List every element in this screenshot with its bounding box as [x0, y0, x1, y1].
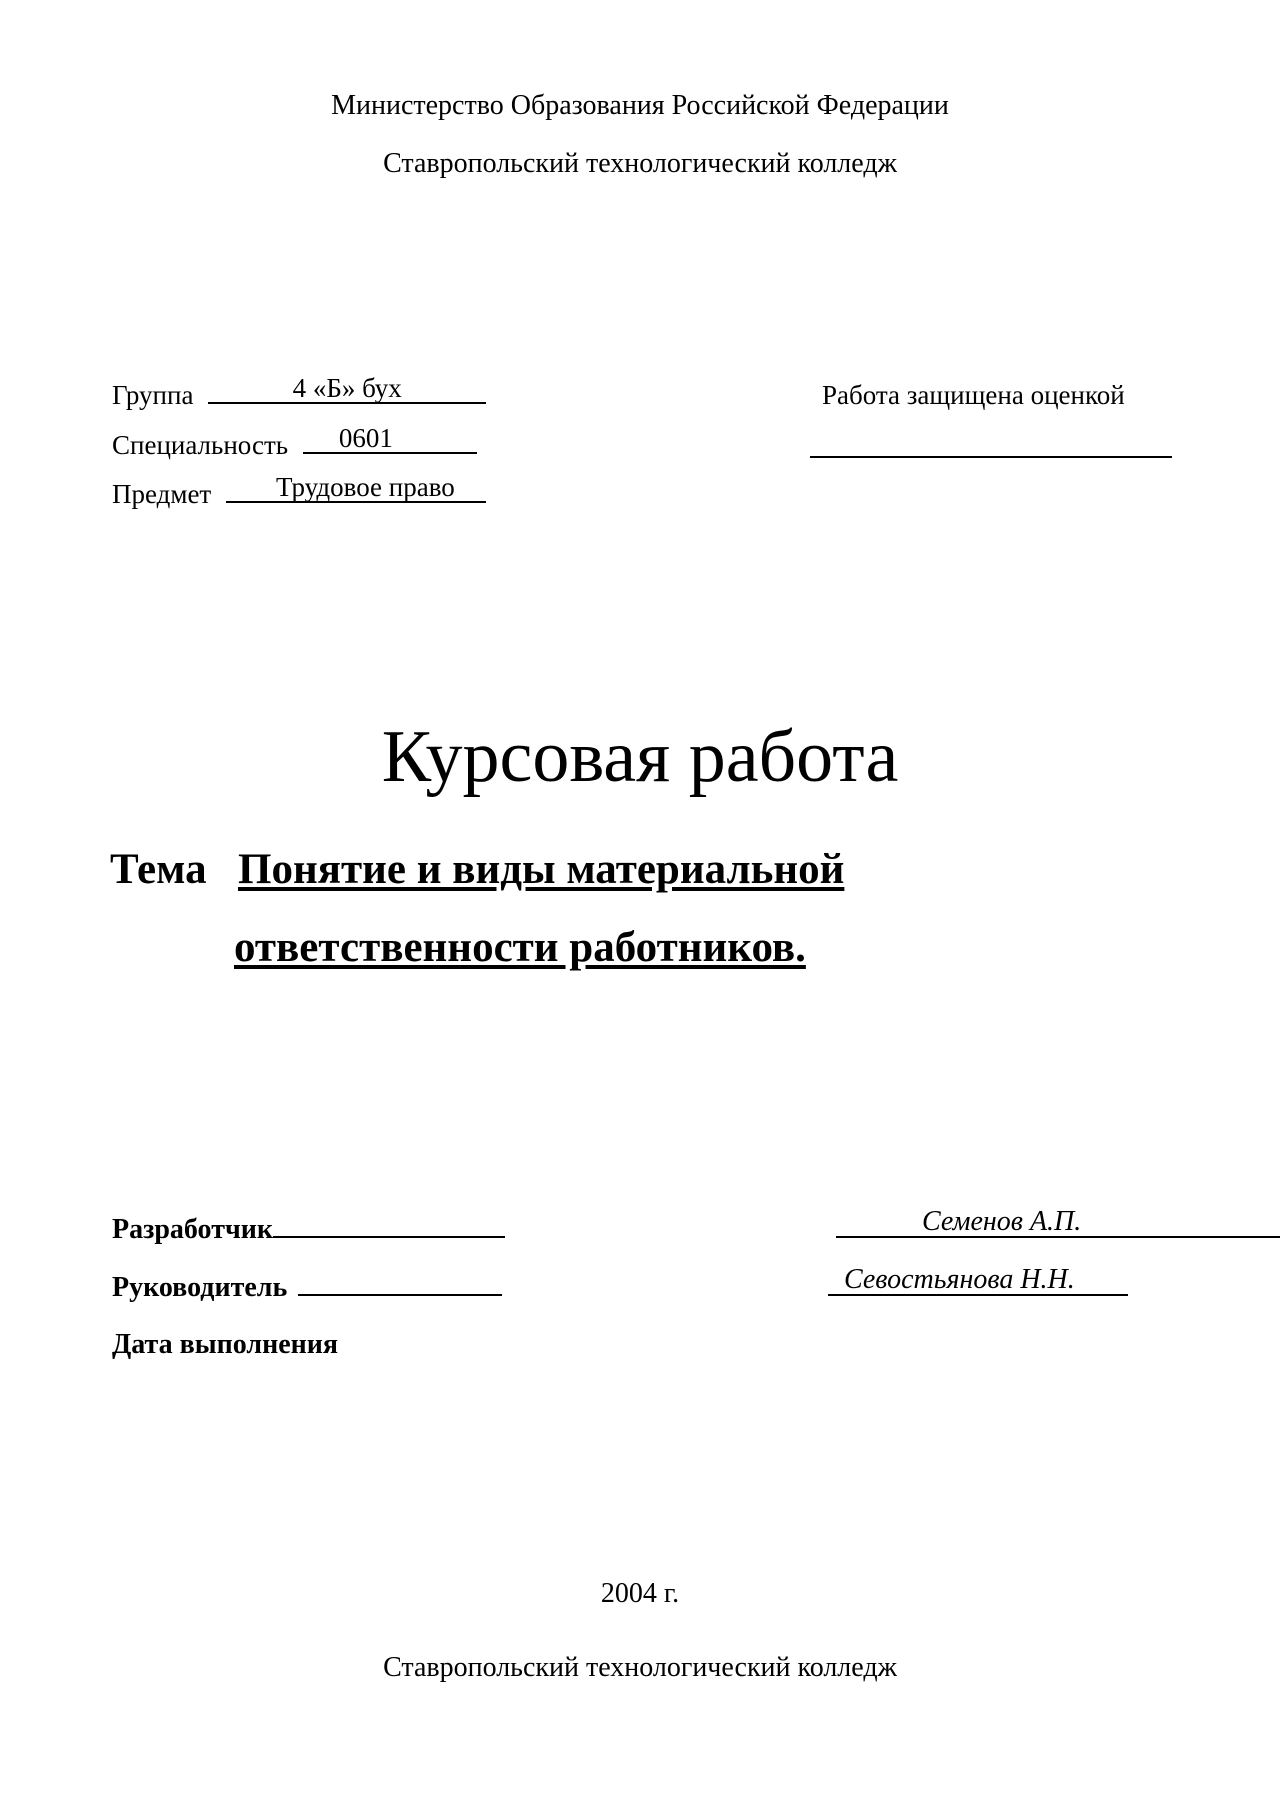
group-value: 4 «Б» бух: [292, 373, 402, 403]
supervisor-name-row: [828, 1264, 1128, 1304]
specialty-label: Специальность: [112, 430, 289, 460]
grade-line: [810, 456, 1172, 458]
group-field: [208, 373, 486, 404]
group-label: Группа: [112, 380, 194, 410]
document-title: Курсовая работа: [381, 716, 899, 798]
group-row: [112, 373, 486, 411]
defended-label: Работа защищена оценкой: [822, 380, 1125, 410]
specialty-field: [303, 423, 477, 454]
developer-name-row: [836, 1206, 1280, 1246]
specialty-value: 0601: [338, 423, 393, 453]
date-label: Дата выполнения: [112, 1329, 339, 1360]
college-heading: Ставропольский технологический колледж: [383, 148, 897, 179]
supervisor-name-field: [828, 1264, 1128, 1296]
topic-line-2: ответственности работников.: [234, 924, 806, 971]
developer-name-field: [836, 1206, 1280, 1238]
subject-value: Трудовое право: [275, 472, 455, 502]
developer-name: Семенов А.П.: [922, 1206, 1082, 1237]
subject-row: [112, 472, 486, 510]
developer-row: [112, 1212, 505, 1246]
supervisor-label: Руководитель: [112, 1272, 288, 1303]
specialty-row: [112, 423, 477, 461]
ministry-heading: Министерство Образования Российской Федерации: [331, 90, 949, 121]
subject-label: Предмет: [112, 479, 212, 509]
subject-field: [226, 472, 486, 503]
supervisor-row: [112, 1270, 502, 1304]
supervisor-signature-line: [298, 1270, 502, 1296]
year: 2004 г.: [600, 1578, 680, 1609]
developer-signature-line: [273, 1212, 505, 1238]
supervisor-name: Севостьянова Н.Н.: [844, 1264, 1075, 1295]
footer-college: Ставропольский технологический колледж: [383, 1652, 897, 1683]
topic-line-1: Понятие и виды материальной: [238, 846, 845, 893]
developer-label: Разработчик: [112, 1214, 273, 1245]
topic-label: Тема: [110, 846, 207, 893]
